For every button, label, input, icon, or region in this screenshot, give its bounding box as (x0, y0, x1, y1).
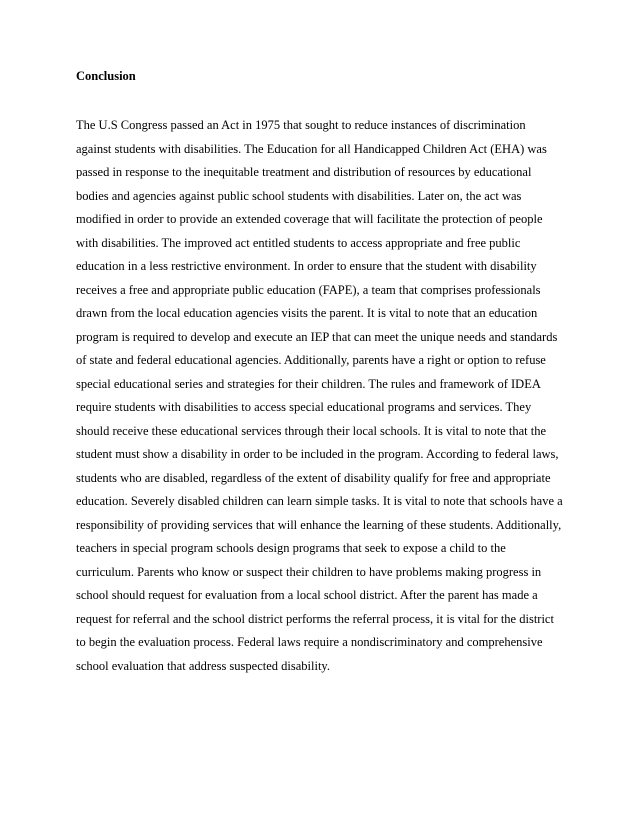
text-line: with disabilities. The improved act entitled students to access appropriate and free public (76, 235, 521, 250)
body-paragraph (76, 114, 576, 678)
text-line: modified in order to provide an extended coverage that will facilitate the protection of people (76, 212, 543, 226)
text-line: receives a free and appropriate public education (FAPE), a team that comprises professionals (76, 282, 541, 297)
text-line: education. Severely disabled children can learn simple tasks. It is vital to note that schools have a (76, 494, 563, 508)
text-line: The U.S Congress passed an Act in 1975 that sought to reduce instances of discrimination (76, 118, 526, 132)
text-line: bodies and agencies against public school students with disabilities. Later on, the act was (76, 188, 522, 203)
text-line: to begin the evaluation process. Federal laws require a nondiscriminatory and comprehensive (76, 635, 543, 649)
text-line: of state and federal educational agencies. Additionally, parents have a right or option to refuse (76, 353, 546, 367)
text-line: special educational series and strategies for their children. The rules and framework of IDEA (76, 376, 541, 391)
text-line: education in a less restrictive environment. In order to ensure that the student with disability (76, 259, 537, 273)
text-line: drawn from the local education agencies visits the parent. It is vital to note that an education (76, 306, 538, 320)
text-line: student must show a disability in order to be included in the program. According to federal laws, (76, 447, 559, 461)
text-line: teachers in special program schools design programs that seek to expose a child to the (76, 541, 506, 555)
text-line: against students with disabilities. The Education for all Handicapped Children Act (EHA) was (76, 141, 547, 156)
text-line: curriculum. Parents who know or suspect their children to have problems making progress in (76, 564, 542, 579)
text-line: program is required to develop and execute an IEP that can meet the unique needs and standards (76, 329, 558, 344)
text-line: request for referral and the school district performs the referral process, it is vital for the district (76, 611, 554, 626)
text-line: require students with disabilities to access special educational programs and services. They (76, 400, 532, 414)
text-line: responsibility of providing services that will enhance the learning of these students. Additionally, (76, 517, 562, 532)
text-line: school evaluation that address suspected disability. (76, 658, 330, 673)
text-line: passed in response to the inequitable treatment and distribution of resources by educational (76, 165, 532, 179)
text-line: should receive these educational services through their local schools. It is vital to note that the (76, 423, 547, 438)
section-heading: Conclusion (76, 69, 136, 83)
text-line: school should request for evaluation from a local school district. After the parent has made a (76, 588, 538, 602)
text-line: students who are disabled, regardless of the extent of disability qualify for free and appropriate (76, 470, 551, 485)
